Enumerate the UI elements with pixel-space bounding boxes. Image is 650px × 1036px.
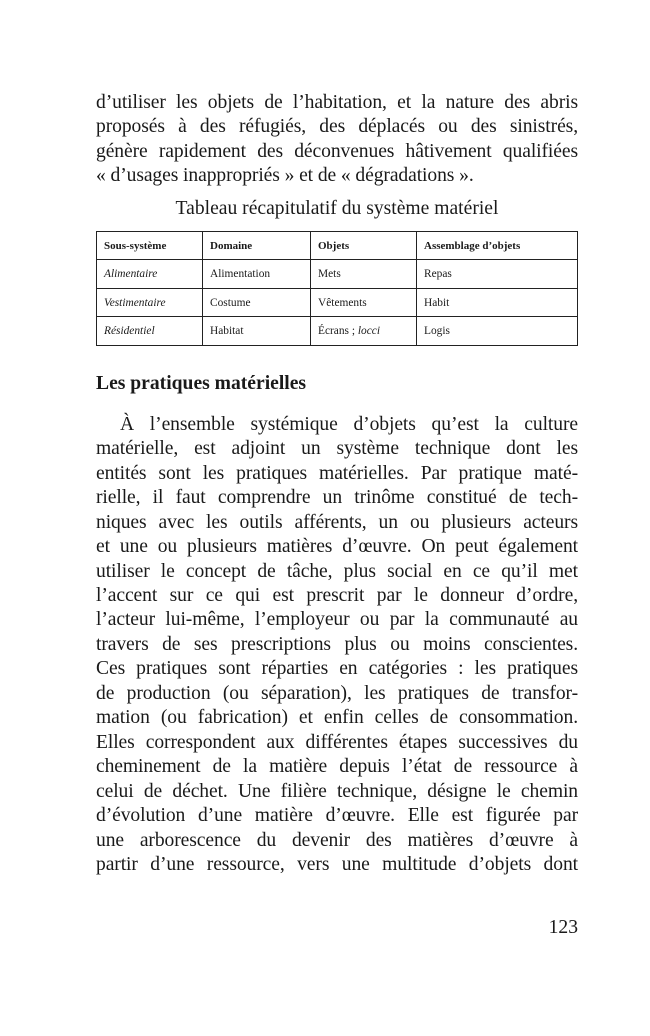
table-cell: Alimentation (203, 260, 311, 289)
book-page (96, 91, 578, 877)
table-caption: Tableau récapitulatif du système matériel (175, 197, 499, 219)
column-header: Sous-système (97, 231, 203, 260)
text-line: génère rapidement des déconvenues hâtivement qualifiées (96, 140, 578, 162)
text-line: cheminement de la matière depuis l’état de ressource à (96, 756, 578, 778)
text-line: d’évolution d’une matière d’œuvre. Elle est figurée par (96, 805, 578, 827)
table-header-row (97, 231, 578, 260)
text-line: et une ou plusieurs matières d’œuvre. On peut également (96, 536, 578, 558)
text-line: rielle, il faut comprendre un trinôme constitué de tech- (96, 487, 578, 509)
text-line: niques avec les outils afférents, un ou plusieurs acteurs (96, 511, 578, 533)
text-line: À l’ensemble systémique d’objets qu’est la culture (120, 413, 578, 435)
text-line: Elles correspondent aux différentes étapes successives du (96, 731, 578, 753)
column-header: Objets (311, 231, 417, 260)
column-header: Assemblage d’objets (417, 231, 578, 260)
text-line: mation (ou fabrication) et enfin celles de consommation. (96, 707, 578, 729)
table-row (97, 260, 578, 289)
text-line: « d’usages inappropriés » et de « dégradations ». (96, 165, 474, 187)
page-number: 123 (548, 917, 578, 938)
cell-text: Écrans ; (318, 325, 358, 338)
text-line: celui de déchet. Une filière technique, désigne le chemin (96, 780, 578, 802)
table-cell: Habit (417, 288, 578, 317)
opening-paragraph (96, 91, 578, 189)
summary-table (96, 231, 578, 346)
text-line: proposés à des réfugiés, des déplacés ou des sinistrés, (96, 116, 578, 138)
table-cell: Logis (417, 317, 578, 346)
table-row (97, 317, 578, 346)
text-line: utiliser le concept de tâche, plus social en ce qu’il met (96, 560, 578, 582)
text-line: une arborescence du devenir des matières d’œuvre à (96, 829, 578, 851)
text-line: l’accent sur ce qui est prescrit par le donneur d’ordre, (96, 584, 578, 606)
table-cell: Mets (311, 260, 417, 289)
text-line: de production (ou séparation), les pratiques de transfor- (96, 682, 578, 704)
text-line: l’acteur lui-même, l’employeur ou par la communauté au (96, 609, 578, 631)
text-line: entités sont les pratiques matérielles. Par pratique maté- (96, 462, 578, 484)
text-line: matérielle, est adjoint un système technique dont les (96, 438, 578, 460)
table-cell: Alimentaire (97, 260, 203, 289)
cell-text-italic: locci (357, 325, 380, 338)
text-line: partir d’une ressource, vers une multitude d’objets dont (96, 853, 578, 875)
table-cell: Repas (417, 260, 578, 289)
table-cell: Vêtements (311, 288, 417, 317)
table-cell: Résidentiel (97, 317, 203, 346)
table-cell: Vestimentaire (97, 288, 203, 317)
table-cell: Habitat (203, 317, 311, 346)
text-line: d’utiliser les objets de l’habitation, et la nature des abris (96, 92, 578, 113)
section-paragraph (96, 413, 578, 878)
table-cell (311, 317, 417, 346)
table-row (97, 288, 578, 317)
text-line: Ces pratiques sont réparties en catégories : les pratiques (96, 658, 578, 680)
section-heading: Les pratiques matérielles (96, 372, 307, 394)
table-cell: Costume (203, 288, 311, 317)
column-header: Domaine (203, 231, 311, 260)
text-line: travers de ses prescriptions plus ou moins conscientes. (96, 633, 578, 655)
